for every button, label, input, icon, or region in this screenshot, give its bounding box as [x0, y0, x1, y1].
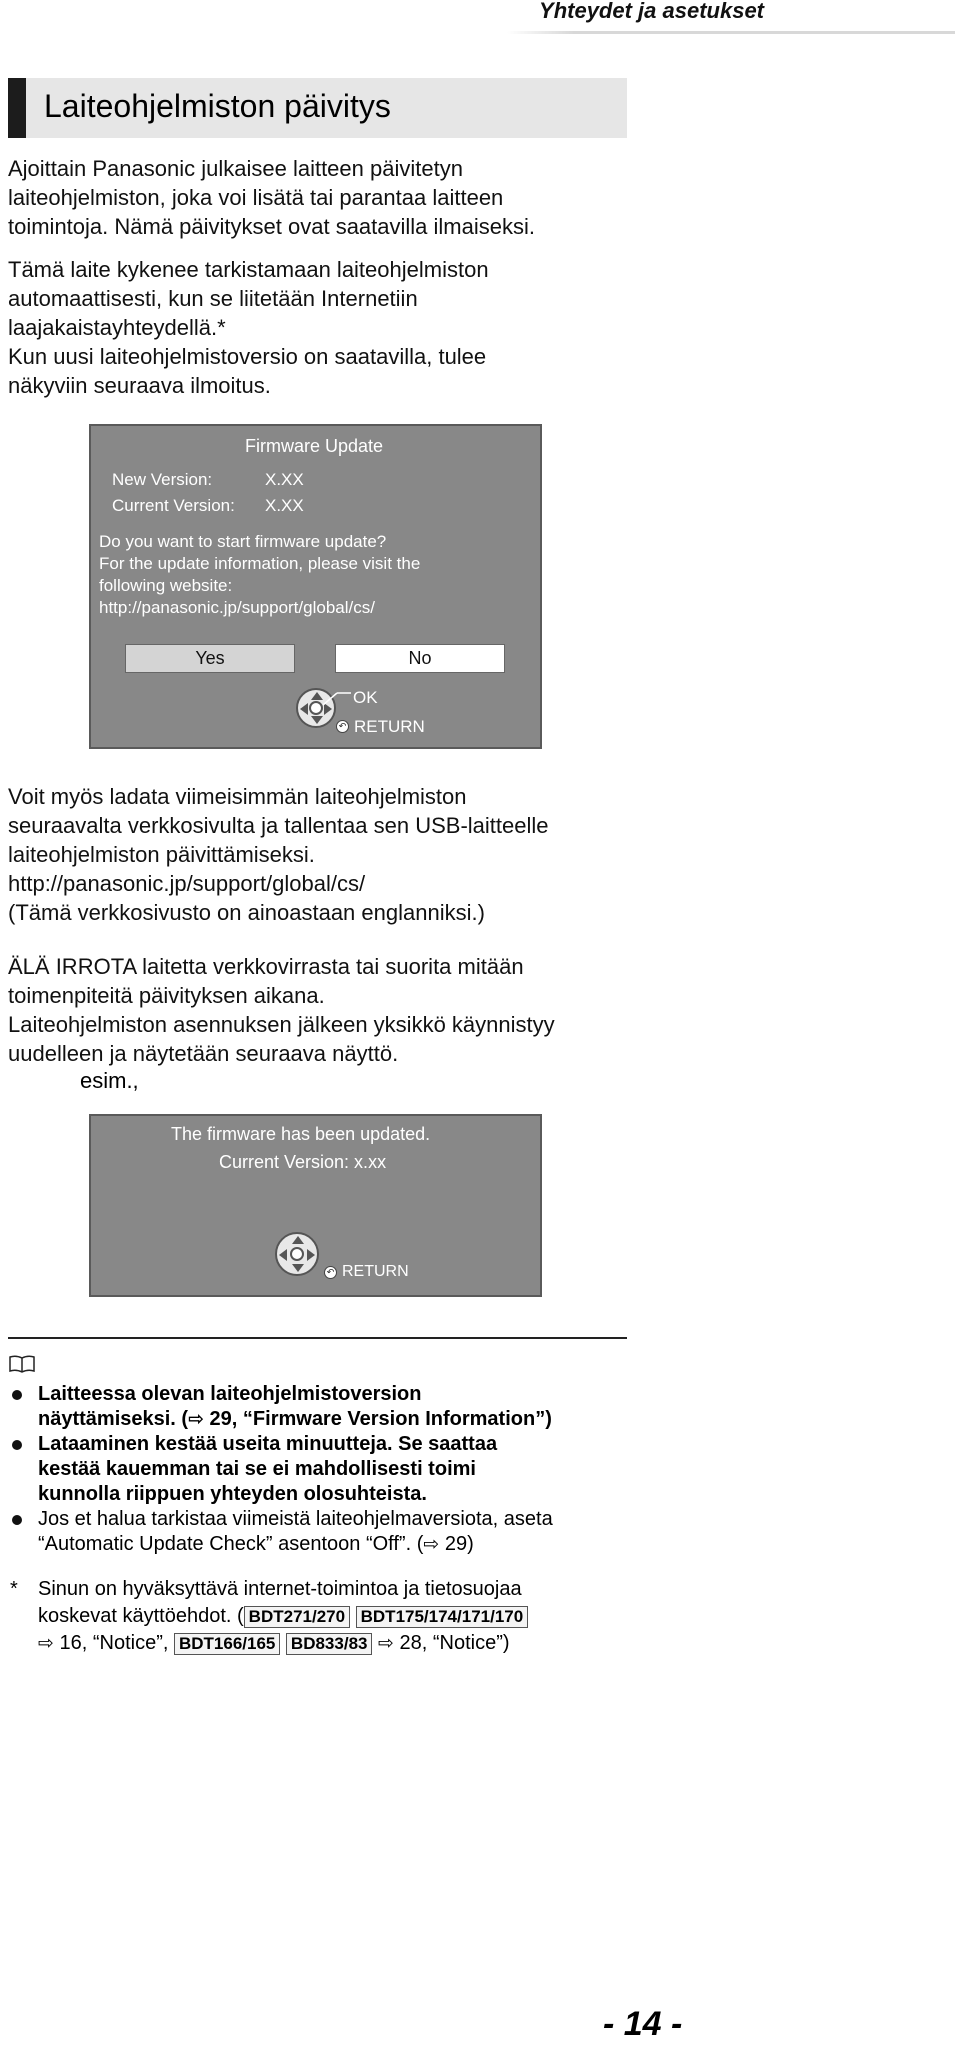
text-line: näkyviin seuraava ilmoitus.	[8, 373, 271, 398]
dialog-message-line: For the update information, please visit the	[99, 554, 421, 573]
footnote-line: koskevat käyttöehdot. ( BDT271/270 BDT175/174/171/170	[38, 1603, 648, 1630]
url-line: http://panasonic.jp/support/global/cs/	[8, 871, 366, 896]
model-tag: BDT166/165	[174, 1633, 280, 1655]
example-label: esim.,	[80, 1068, 139, 1093]
list-item	[8, 1382, 648, 1432]
footnote-mark: *	[10, 1578, 18, 1600]
download-paragraph	[8, 782, 648, 927]
running-header: Yhteydet ja asetukset	[539, 0, 764, 23]
ok-label: OK	[353, 688, 378, 707]
text-line: toimintoja. Nämä päivitykset ovat saatavilla ilmaiseksi.	[8, 214, 535, 239]
text-line: Voit myös ladata viimeisimmän laiteohjelmiston	[8, 784, 467, 809]
note-line: kunnolla riippuen yhteyden olosuhteista.	[38, 1483, 427, 1505]
page-number: - 14 -	[603, 2005, 683, 2043]
intro-paragraph-2	[8, 255, 648, 400]
model-tag: BD833/83	[286, 1633, 373, 1655]
text-line: laiteohjelmiston, joka voi lisätä tai parantaa laitteen	[8, 185, 504, 210]
text-line: ÄLÄ IRROTA laitetta verkkovirrasta tai suorita mitään	[8, 954, 524, 979]
current-version-value: X.XX	[265, 496, 304, 515]
text-line: uudelleen ja näytetään seuraava näyttö.	[8, 1041, 399, 1066]
notes-list	[8, 1382, 648, 1557]
no-button[interactable]: No	[335, 644, 505, 673]
new-version-label: New Version:	[112, 470, 213, 489]
arrow-icon: ⇨	[38, 1633, 54, 1654]
dialog-title: Firmware Update	[245, 436, 384, 456]
text-line: Tämä laite kykenee tarkistamaan laiteohjelmiston	[8, 257, 489, 282]
note-line: Laitteessa olevan laiteohjelmistoversion	[38, 1383, 422, 1405]
list-item	[8, 1432, 648, 1507]
arrow-icon: ⇨	[188, 1409, 204, 1430]
footnote-line: Sinun on hyväksyttävä internet-toimintoa ja tietosuojaa	[38, 1578, 522, 1600]
arrow-icon: ⇨	[378, 1633, 394, 1654]
current-version-label: Current Version:	[112, 496, 235, 515]
note-line: “Automatic Update Check” asentoon “Off”. (⇨ 29)	[38, 1533, 474, 1555]
bullet-icon	[12, 1390, 22, 1400]
return-icon: ↶	[324, 1266, 337, 1279]
text-line: toimenpiteitä päivityksen aikana.	[8, 983, 325, 1008]
text-line: Ajoittain Panasonic julkaisee laitteen päivitetyn	[8, 156, 463, 181]
text-line: automaattisesti, kun se liitetään Internetiin	[8, 286, 418, 311]
yes-button[interactable]: Yes	[125, 644, 295, 673]
text-line: laiteohjelmiston päivittämiseksi.	[8, 842, 315, 867]
book-icon	[8, 1354, 36, 1374]
firmware-update-dialog	[89, 424, 542, 749]
ok-leader-line	[323, 692, 351, 706]
model-tag: BDT175/174/171/170	[356, 1606, 529, 1628]
section-heading	[8, 78, 627, 138]
text-line: (Tämä verkkosivusto on ainoastaan englanniksi.)	[8, 900, 485, 925]
section-marker-bar	[8, 78, 26, 138]
note-line: Jos et halua tarkistaa viimeistä laiteohjelmaversiota, aseta	[38, 1508, 553, 1530]
text-line: Laiteohjelmiston asennuksen jälkeen yksikkö käynnistyy	[8, 1012, 555, 1037]
return-icon: ↶	[336, 720, 349, 733]
arrow-icon: ⇨	[423, 1534, 440, 1555]
footnote-item	[8, 1576, 648, 1657]
new-version-value: X.XX	[265, 470, 304, 489]
footnote	[8, 1576, 648, 1657]
intro-paragraph-1	[8, 154, 648, 241]
text-line: seuraavalta verkkosivulta ja tallentaa sen USB-laitteelle	[8, 813, 549, 838]
note-line: näyttämiseksi. (⇨ 29, “Firmware Version Information”)	[38, 1408, 552, 1430]
model-tag: BDT271/270	[244, 1606, 350, 1628]
header-rule	[507, 31, 955, 34]
text-line: Kun uusi laiteohjelmistoversio on saatavilla, tulee	[8, 344, 487, 369]
dpad-icon	[275, 1232, 319, 1276]
return-label: RETURN	[342, 1263, 409, 1280]
note-line: Lataaminen kestää useita minuutteja. Se saattaa	[38, 1433, 498, 1455]
dialog-message-line: Do you want to start firmware update?	[99, 532, 387, 551]
note-line: kestää kauemman tai se ei mahdollisesti toimi	[38, 1458, 476, 1480]
notes-divider	[8, 1337, 627, 1339]
bullet-icon	[12, 1440, 22, 1450]
dialog-url: http://panasonic.jp/support/global/cs/	[99, 598, 375, 617]
bullet-icon	[12, 1515, 22, 1525]
warning-paragraph	[8, 952, 648, 1068]
return-label: RETURN	[354, 717, 425, 736]
section-title: Laiteohjelmiston päivitys	[44, 88, 391, 124]
current-version-info: Current Version: x.xx	[219, 1152, 387, 1172]
text-line: laajakaistayhteydellä.*	[8, 315, 226, 340]
updated-message: The firmware has been updated.	[171, 1124, 431, 1144]
dialog-message-line: following website:	[99, 576, 233, 595]
firmware-updated-screen	[89, 1114, 542, 1297]
footnote-line: ⇨ 16, “Notice”, BDT166/165 BD833/83 ⇨ 28, “Notice”)	[38, 1632, 510, 1654]
list-item	[8, 1507, 648, 1557]
